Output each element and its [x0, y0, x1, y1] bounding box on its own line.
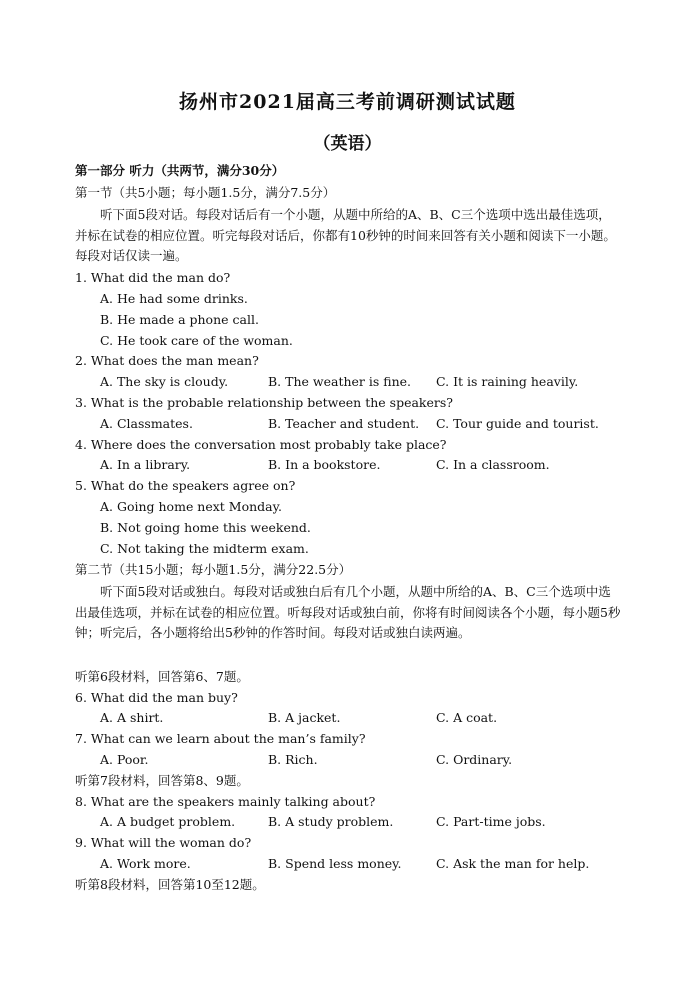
option-c: C. In a classroom. [436, 457, 550, 472]
option-c: C. It is raining heavily. [436, 374, 579, 389]
page-subtitle: （英语） [313, 134, 382, 154]
option-b: B. Not going home this weekend. [100, 520, 311, 535]
question-stem: 5. What do the speakers agree on? [75, 478, 296, 493]
option-c: C. Part-time jobs. [436, 814, 546, 829]
option-b: B. Rich. [268, 752, 318, 767]
option-b: B. In a bookstore. [268, 457, 381, 472]
option-b: B. A jacket. [268, 710, 341, 725]
option-a: A. The sky is cloudy. [100, 374, 229, 389]
section2-instructions: 听下面5段对话或独白。每段对话或独白后有几个小题，从题中所给的A、B、C三个选项中选出最佳选项，并标在试卷的相应位置。听每段对话或独白前，你将有时间阅读各个小题，每小题5秒钟；听完后，各小题将给出5秒钟的作答时间。每段对话或独白读两遍。 [75, 584, 621, 640]
question-stem: 2. What does the man mean? [75, 353, 259, 368]
option-b: B. He made a phone call. [100, 312, 259, 327]
option-a: A. Poor. [100, 752, 149, 767]
question-stem: 8. What are the speakers mainly talking about? [75, 794, 376, 809]
option-c: C. Ordinary. [436, 752, 513, 767]
option-c: C. Ask the man for help. [436, 856, 590, 871]
question-stem: 9. What will the woman do? [75, 835, 252, 850]
material-note: 听第7段材料，回答第8、9题。 [75, 773, 249, 788]
option-b: B. Teacher and student. [268, 416, 420, 431]
page-title: 扬州市2021届高三考前调研测试试题 [179, 91, 516, 113]
option-b: B. The weather is fine. [268, 374, 412, 389]
option-a: A. In a library. [100, 457, 191, 472]
section2-heading: 第二节（共15小题；每小题1.5分，满分22.5分） [75, 562, 352, 577]
question-stem: 7. What can we learn about the man’s family? [75, 731, 366, 746]
question-stem: 3. What is the probable relationship between the speakers? [75, 395, 453, 410]
option-c: C. He took care of the woman. [100, 333, 293, 348]
option-a: A. Work more. [100, 856, 191, 871]
option-c: C. Tour guide and tourist. [436, 416, 599, 431]
question-stem: 4. Where does the conversation most probably take place? [75, 437, 447, 452]
material-note: 听第6段材料，回答第6、7题。 [75, 669, 249, 684]
option-a: A. Classmates. [100, 416, 193, 431]
option-b: B. Spend less money. [268, 856, 402, 871]
question-stem: 1. What did the man do? [75, 270, 231, 285]
material-note: 听第8段材料，回答第10至12题。 [75, 877, 265, 892]
option-c: C. A coat. [436, 710, 498, 725]
question-stem: 6. What did the man buy? [75, 690, 238, 705]
option-b: B. A study problem. [268, 814, 394, 829]
option-a: A. He had some drinks. [100, 291, 248, 306]
option-c: C. Not taking the midterm exam. [100, 541, 309, 556]
option-a: A. A shirt. [100, 710, 164, 725]
section1-heading: 第一节（共5小题；每小题1.5分，满分7.5分） [75, 185, 336, 200]
part1-heading: 第一部分 听力（共两节，满分30分） [75, 163, 285, 178]
option-a: A. Going home next Monday. [100, 499, 283, 514]
option-a: A. A budget problem. [100, 814, 236, 829]
section1-instructions: 听下面5段对话。每段对话后有一个小题，从题中所给的A、B、C三个选项中选出最佳选项，并标在试卷的相应位置。听完每段对话后，你都有10秒钟的时间来回答有关小题和阅读下一小题。每段对话仅读一遍。 [75, 207, 616, 263]
